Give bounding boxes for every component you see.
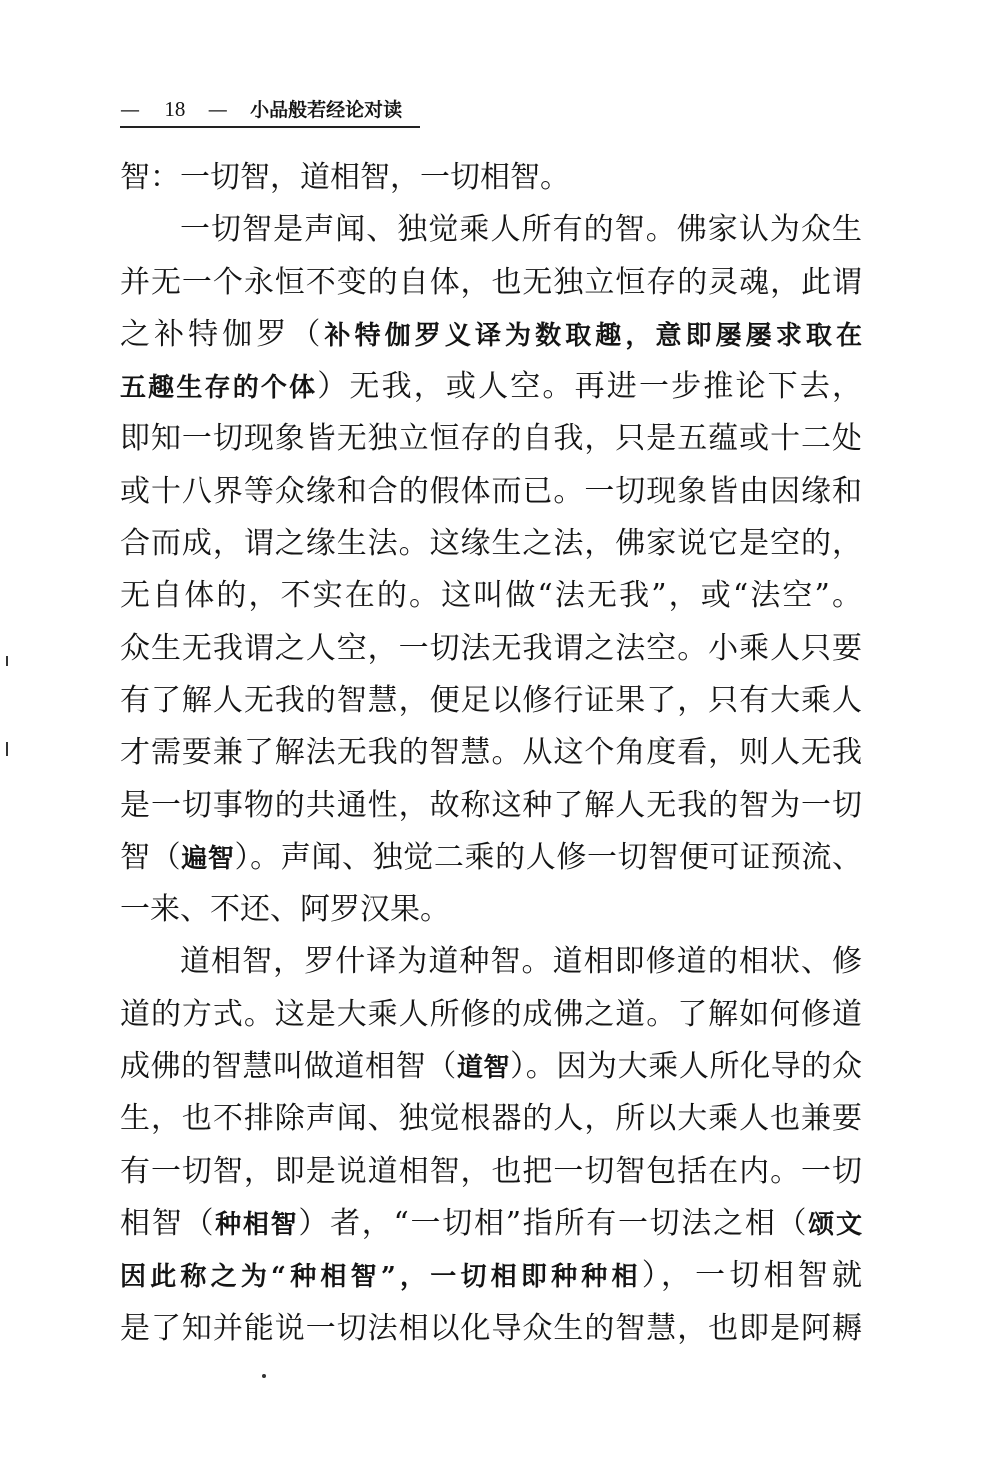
text-line xyxy=(120,570,862,622)
line-text: 众生无我谓之人空，一切法无我谓之法空。小乘人只要 xyxy=(120,630,862,666)
body-text xyxy=(120,152,862,1355)
line-text: 智：一切智，道相智，一切相智。 xyxy=(120,160,570,195)
header-dash-left: — xyxy=(120,97,140,121)
text-line xyxy=(120,936,862,988)
line-text: 或十八界等众缘和合的假体而已。一切现象皆由因缘和 xyxy=(120,473,862,509)
line-text: 相智（ xyxy=(120,1205,216,1241)
annotation-text: 颂文 xyxy=(808,1209,862,1240)
text-line xyxy=(120,1041,862,1093)
text-line xyxy=(120,989,862,1041)
line-text: ）。声闻、独觉二乘的人修一切智便可证预流、 xyxy=(234,839,862,875)
header-dash-right: — xyxy=(207,97,228,121)
text-line xyxy=(120,1146,862,1198)
line-text: 有一切智，即是说道相智，也把一切智包括在内。一切 xyxy=(120,1153,862,1189)
text-line xyxy=(120,152,862,204)
line-text: 一来、不还、阿罗汉果。 xyxy=(120,892,450,928)
text-line xyxy=(120,1303,862,1355)
line-text: 道相智，罗什译为道种智。道相即修道的相状、修 xyxy=(180,944,862,980)
line-text: 是了知并能说一切法相以化导众生的智慧，也即是阿耨 xyxy=(120,1310,862,1346)
line-text: 道的方式。这是大乘人所修的成佛之道。了解如何修道 xyxy=(120,996,862,1032)
text-line xyxy=(120,1250,862,1302)
line-text: 生，也不排除声闻、独觉根器的人，所以大乘人也兼要 xyxy=(120,1101,862,1137)
annotation-text: 五趣生存的个体 xyxy=(120,373,318,404)
line-text: ）。因为大乘人所化导的众 xyxy=(510,1049,862,1085)
annotation-text: 补特伽罗义译为数取趣，意即屡屡求取在 xyxy=(324,320,862,351)
text-line xyxy=(120,884,862,936)
text-line xyxy=(120,1093,862,1145)
text-line xyxy=(120,309,862,361)
line-text: 才需要兼了解法无我的智慧。从这个角度看，则人无我 xyxy=(120,735,862,771)
book-title: 小品般若经论对读 xyxy=(250,99,403,121)
text-line xyxy=(120,204,862,256)
line-text: 成佛的智慧叫做道相智（ xyxy=(120,1049,457,1085)
margin-speck xyxy=(6,742,8,756)
running-header xyxy=(120,94,420,128)
line-text: 一切智是声闻、独觉乘人所有的智。佛家认为众生 xyxy=(180,212,862,248)
line-text: 之补特伽罗（ xyxy=(120,316,325,352)
page-number: 18 xyxy=(164,97,186,121)
text-line xyxy=(120,727,862,779)
margin-speck xyxy=(262,1374,266,1378)
text-line xyxy=(120,675,862,727)
text-line xyxy=(120,1198,862,1250)
text-line xyxy=(120,623,862,675)
annotation-text: 种相智 xyxy=(215,1209,299,1240)
line-text: 即知一切现象皆无独立恒存的自我，只是五蕴或十二处 xyxy=(120,421,862,457)
line-text: 无自体的，不实在的。这叫做“法无我”，或“法空”。 xyxy=(120,578,862,614)
text-line xyxy=(120,518,862,570)
line-text: 智（ xyxy=(120,839,182,875)
line-text: ），一切相智就 xyxy=(641,1258,863,1294)
annotation-text: 因此称之为“种相智”，一切相即种种相 xyxy=(120,1262,642,1293)
text-line xyxy=(120,413,862,465)
text-line xyxy=(120,780,862,832)
text-line xyxy=(120,466,862,518)
text-line xyxy=(120,361,862,413)
line-text: ）者，“一切相”指所有一切法之相（ xyxy=(298,1205,809,1241)
line-text: 有了解人无我的智慧，便足以修行证果了，只有大乘人 xyxy=(120,682,862,718)
line-text: 合而成，谓之缘生法。这缘生之法，佛家说它是空的， xyxy=(120,526,862,562)
annotation-text: 遍智 xyxy=(181,843,235,874)
line-text: 并无一个永恒不变的自体，也无独立恒存的灵魂，此谓 xyxy=(120,264,862,300)
text-line xyxy=(120,257,862,309)
annotation-text: 道智 xyxy=(456,1053,511,1084)
text-line xyxy=(120,832,862,884)
line-text: 是一切事物的共通性，故称这种了解人无我的智为一切 xyxy=(120,787,862,823)
line-text: ）无我，或人空。再进一步推论下去， xyxy=(317,369,862,405)
margin-speck xyxy=(6,656,8,666)
